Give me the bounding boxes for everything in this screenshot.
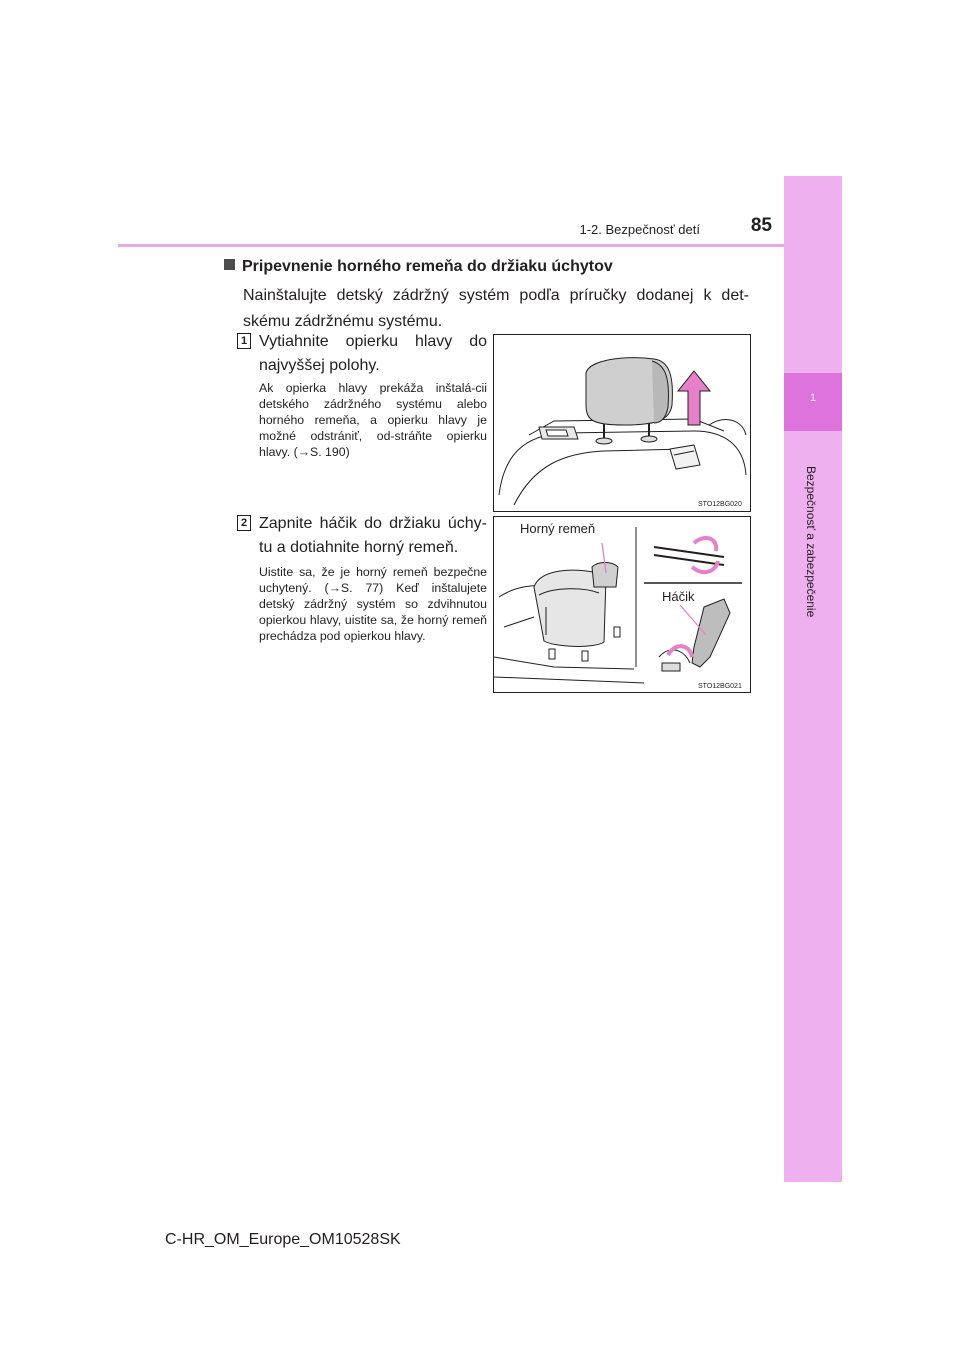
- callout-upper-strap: Horný remeň: [520, 521, 596, 536]
- section-title: 1-2. Bezpečnosť detí: [579, 222, 700, 237]
- up-arrow-icon: [678, 371, 710, 425]
- figure-code-2: STO12BG021: [698, 683, 742, 690]
- intro-paragraph: Nainštalujte detský zádržný systém podľa príručky dodanej k det-skému zádržnému systému.: [243, 287, 749, 330]
- step-2-text: Zapnite háčik do držiaku úchy-tu a dotiahnite horný remeň.: [259, 515, 487, 556]
- figure-headrest-raise: [493, 334, 751, 512]
- heading-text: Pripevnenie horného remeňa do držiaku úchytov: [242, 258, 613, 275]
- figure-hook-attach: [493, 516, 751, 693]
- headrest-illustration: [494, 335, 750, 511]
- chapter-number: 1: [809, 392, 817, 404]
- step-number-2: 2: [237, 515, 251, 531]
- step-2-note: Uistite sa, že je horný remeň bezpečne uchytený. (→S. 77) Keď inštalujete detský zádržný systém so zdvihnutou opierkou hlavy, uistite sa, že horný remeň prechádza pod opierkou hlavy.: [259, 565, 487, 643]
- document-footer: C-HR_OM_Europe_OM10528SK: [165, 1231, 401, 1248]
- subsection-heading: [224, 258, 613, 276]
- page-number: 85: [750, 215, 772, 236]
- callout-hook: Háčik: [662, 589, 695, 604]
- figure-code-1: STO12BG020: [698, 501, 742, 508]
- chapter-side-tab: [784, 176, 842, 1182]
- step-1-text: Vytiahnite opierku hlavy do najvyššej polohy.: [259, 333, 487, 374]
- step-number-1: 1: [237, 333, 251, 349]
- chapter-title: Bezpečnosť a zabezpečenie: [804, 466, 818, 618]
- header-rule: [118, 244, 784, 247]
- hook-illustration: [494, 517, 750, 692]
- square-bullet-icon: [224, 259, 235, 270]
- curved-arrow-icon: [694, 538, 716, 551]
- step-1-note: Ak opierka hlavy prekáža inštalá-cii detského zádržného systému alebo horného remeňa, a opierku hlavy je možné odstrániť, od-stráňte opierku hlavy. (→S. 190): [259, 381, 487, 459]
